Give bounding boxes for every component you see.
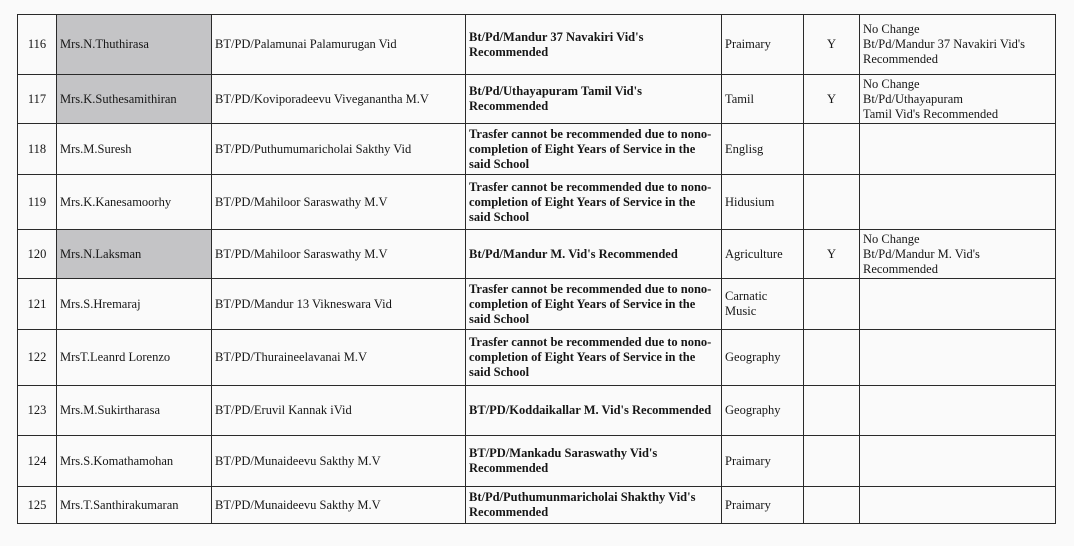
current-school-cell: BT/PD/Thuraineelavanai M.V: [212, 330, 466, 386]
recommendation-cell: Bt/Pd/Mandur M. Vid's Recommended: [466, 230, 722, 279]
teacher-name-cell: Mrs.S.Hremaraj: [57, 279, 212, 330]
remarks-line: Bt/Pd/Mandur 37 Navakiri Vid's: [863, 37, 1026, 51]
approval-flag-cell: Y: [804, 15, 860, 75]
remarks-line: No Change: [863, 76, 920, 91]
current-school-cell: BT/PD/Munaideevu Sakthy M.V: [212, 487, 466, 524]
approval-flag-cell: [804, 175, 860, 230]
current-school-cell: BT/PD/Eruvil Kannak iVid: [212, 386, 466, 436]
current-school-cell: BT/PD/Mandur 13 Vikneswara Vid: [212, 279, 466, 330]
remarks-line: No Change: [863, 22, 920, 36]
remarks-line: Tamil Vid's Recommended: [863, 106, 999, 121]
recommendation-cell: Bt/Pd/Puthumunmaricholai Shakthy Vid's Recommended: [466, 487, 722, 524]
remarks-cell: [860, 124, 1056, 175]
recommendation-cell: Trasfer cannot be recommended due to nono-completion of Eight Years of Service in the said School: [466, 124, 722, 175]
subject-cell: Carnatic Music: [722, 279, 804, 330]
remarks-line: No Change: [863, 231, 920, 246]
current-school-cell: BT/PD/Mahiloor Saraswathy M.V: [212, 230, 466, 279]
approval-flag-cell: [804, 436, 860, 487]
remarks-line: Recommended: [863, 261, 938, 276]
recommendation-cell: Bt/Pd/Uthayapuram Tamil Vid's Recommended: [466, 75, 722, 124]
teacher-name-cell: Mrs.N.Laksman: [57, 230, 212, 279]
table-row: [18, 15, 1056, 75]
row-number-cell: 117: [18, 75, 57, 124]
subject-cell: Agriculture: [722, 230, 804, 279]
current-school-cell: BT/PD/Koviporadeevu Viveganantha M.V: [212, 75, 466, 124]
remarks-line: Bt/Pd/Uthayapuram: [863, 91, 963, 106]
table-row: [18, 124, 1056, 175]
approval-flag-cell: Y: [804, 230, 860, 279]
recommendation-cell: Bt/Pd/Mandur 37 Navakiri Vid's Recommended: [466, 15, 722, 75]
subject-cell: Geography: [722, 386, 804, 436]
row-number-cell: 124: [18, 436, 57, 487]
remarks-cell: [860, 386, 1056, 436]
row-number-cell: 116: [18, 15, 57, 75]
table-body: [18, 15, 1056, 524]
row-number-cell: 120: [18, 230, 57, 279]
teacher-name-cell: Mrs.N.Thuthirasa: [57, 15, 212, 75]
teacher-name-cell: MrsT.Leanrd Lorenzo: [57, 330, 212, 386]
current-school-cell: BT/PD/Munaideevu Sakthy M.V: [212, 436, 466, 487]
remarks-cell: [860, 279, 1056, 330]
recommendation-cell: BT/PD/Koddaikallar M. Vid's Recommended: [466, 386, 722, 436]
row-number-cell: 121: [18, 279, 57, 330]
teacher-name-cell: Mrs.M.Sukirtharasa: [57, 386, 212, 436]
remarks-line: Bt/Pd/Mandur M. Vid's: [863, 246, 980, 261]
current-school-cell: BT/PD/Palamunai Palamurugan Vid: [212, 15, 466, 75]
transfer-table: [17, 14, 1056, 524]
approval-flag-cell: [804, 330, 860, 386]
remarks-cell: [860, 487, 1056, 524]
current-school-cell: BT/PD/Mahiloor Saraswathy M.V: [212, 175, 466, 230]
approval-flag-cell: [804, 124, 860, 175]
remarks-cell: [860, 330, 1056, 386]
recommendation-cell: Trasfer cannot be recommended due to nono-completion of Eight Years of Service in the said School: [466, 330, 722, 386]
subject-cell: Praimary: [722, 15, 804, 75]
table-row: [18, 75, 1056, 124]
row-number-cell: 123: [18, 386, 57, 436]
remarks-cell: [860, 175, 1056, 230]
subject-cell: Tamil: [722, 75, 804, 124]
remarks-cell: [860, 230, 1056, 279]
recommendation-cell: Trasfer cannot be recommended due to nono-completion of Eight Years of Service in the said School: [466, 279, 722, 330]
subject-cell: Praimary: [722, 487, 804, 524]
table-row: [18, 230, 1056, 279]
subject-cell: Praimary: [722, 436, 804, 487]
teacher-name-cell: Mrs.M.Suresh: [57, 124, 212, 175]
row-number-cell: 122: [18, 330, 57, 386]
remarks-line: Recommended: [863, 52, 938, 66]
subject-cell: Geography: [722, 330, 804, 386]
table-row: [18, 436, 1056, 487]
remarks-cell: [860, 15, 1056, 75]
subject-cell: Englisg: [722, 124, 804, 175]
row-number-cell: 125: [18, 487, 57, 524]
approval-flag-cell: Y: [804, 75, 860, 124]
remarks-cell: [860, 75, 1056, 124]
table-row: [18, 330, 1056, 386]
recommendation-cell: BT/PD/Mankadu Saraswathy Vid's Recommended: [466, 436, 722, 487]
teacher-name-cell: Mrs.K.Suthesamithiran: [57, 75, 212, 124]
row-number-cell: 119: [18, 175, 57, 230]
approval-flag-cell: [804, 279, 860, 330]
teacher-name-cell: Mrs.T.Santhirakumaran: [57, 487, 212, 524]
subject-cell: Hidusium: [722, 175, 804, 230]
teacher-name-cell: Mrs.K.Kanesamoorhy: [57, 175, 212, 230]
table-row: [18, 175, 1056, 230]
table-row: [18, 279, 1056, 330]
approval-flag-cell: [804, 487, 860, 524]
recommendation-cell: Trasfer cannot be recommended due to nono-completion of Eight Years of Service in the said School: [466, 175, 722, 230]
table-row: [18, 487, 1056, 524]
remarks-cell: [860, 436, 1056, 487]
table-row: [18, 386, 1056, 436]
row-number-cell: 118: [18, 124, 57, 175]
approval-flag-cell: [804, 386, 860, 436]
teacher-name-cell: Mrs.S.Komathamohan: [57, 436, 212, 487]
current-school-cell: BT/PD/Puthumumaricholai Sakthy Vid: [212, 124, 466, 175]
